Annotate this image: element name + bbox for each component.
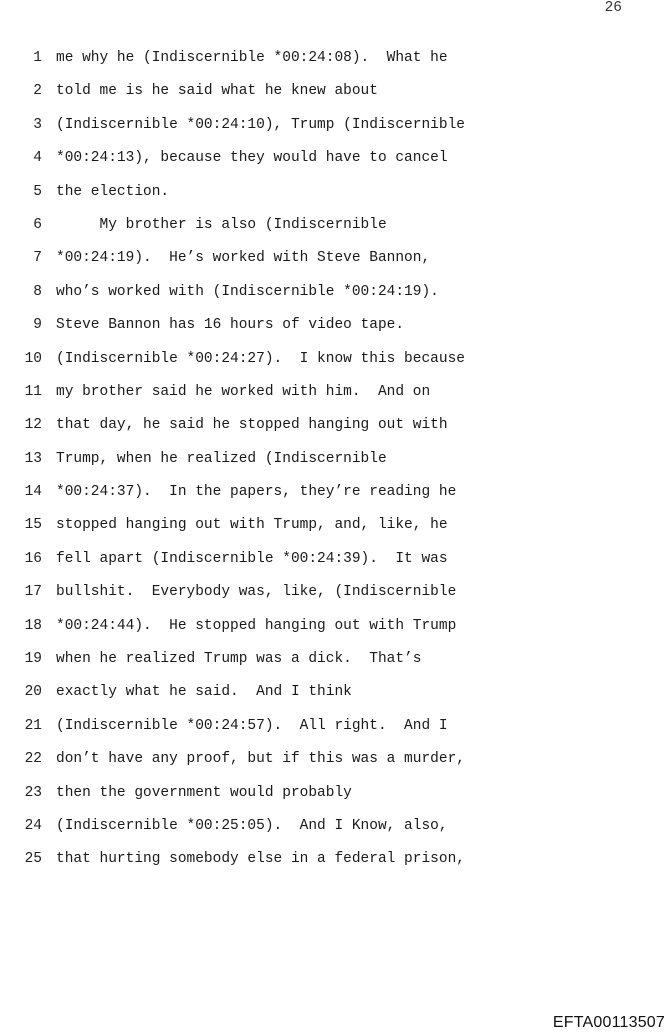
line-text: Trump, when he realized (Indiscernible [56, 450, 387, 467]
line-number: 12 [24, 417, 42, 434]
line-number: 22 [24, 751, 42, 768]
line-number: 6 [33, 216, 42, 233]
line-number: 13 [24, 450, 42, 467]
transcript-line [0, 850, 672, 883]
line-number: 21 [24, 717, 42, 734]
line-number: 24 [24, 817, 42, 834]
line-text: told me is he said what he knew about [56, 83, 378, 100]
line-number: 10 [24, 350, 42, 367]
line-text: exactly what he said. And I think [56, 684, 352, 701]
line-text: who’s worked with (Indiscernible *00:24:19). [56, 283, 439, 300]
line-text: that day, he said he stopped hanging out with [56, 417, 448, 434]
transcript-line [0, 817, 672, 850]
line-text: *00:24:13), because they would have to cancel [56, 150, 448, 167]
line-number: 8 [33, 283, 42, 300]
transcript-line [0, 750, 672, 783]
line-number: 25 [24, 851, 42, 868]
transcript-line [0, 784, 672, 817]
line-number: 3 [33, 116, 42, 133]
line-number: 15 [24, 517, 42, 534]
transcript-line [0, 350, 672, 383]
transcript-line [0, 316, 672, 349]
transcript-line [0, 683, 672, 716]
line-text: my brother said he worked with him. And on [56, 383, 431, 400]
transcript-line [0, 483, 672, 516]
transcript-line [0, 617, 672, 650]
line-number: 11 [24, 383, 42, 400]
page-number: 26 [604, 0, 622, 16]
line-number: 2 [33, 83, 42, 100]
transcript-line [0, 717, 672, 750]
line-text: (Indiscernible *00:24:10), Trump (Indiscernible [56, 116, 465, 133]
line-number: 14 [24, 484, 42, 501]
line-number: 17 [24, 584, 42, 601]
transcript-line [0, 149, 672, 182]
line-text: bullshit. Everybody was, like, (Indiscernible [56, 584, 457, 601]
line-number: 23 [24, 784, 42, 801]
line-text: don’t have any proof, but if this was a murder, [56, 751, 465, 768]
transcript-line [0, 216, 672, 249]
line-text: (Indiscernible *00:24:57). All right. And I [56, 717, 448, 734]
transcript-line [0, 516, 672, 549]
line-text: fell apart (Indiscernible *00:24:39). It was [56, 550, 448, 567]
line-text: Steve Bannon has 16 hours of video tape. [56, 317, 405, 334]
transcript-line [0, 416, 672, 449]
line-text: My brother is also (Indiscernible [56, 216, 387, 233]
transcript-line [0, 383, 672, 416]
line-text: stopped hanging out with Trump, and, like, he [56, 517, 448, 534]
transcript-lines [0, 49, 672, 884]
transcript-line [0, 116, 672, 149]
transcript-line [0, 82, 672, 115]
line-number: 18 [24, 617, 42, 634]
transcript-line [0, 650, 672, 683]
transcript-line [0, 583, 672, 616]
line-number: 7 [33, 250, 42, 267]
line-text: (Indiscernible *00:24:27). I know this because [56, 350, 465, 367]
line-number: 9 [33, 317, 42, 334]
line-text: that hurting somebody else in a federal prison, [56, 851, 465, 868]
transcript-line [0, 283, 672, 316]
transcript-line [0, 183, 672, 216]
line-text: *00:24:19). He’s worked with Steve Bannon, [56, 250, 431, 267]
line-number: 4 [33, 150, 42, 167]
line-text: when he realized Trump was a dick. That’s [56, 651, 422, 668]
line-text: *00:24:44). He stopped hanging out with Trump [56, 617, 457, 634]
transcript-line [0, 249, 672, 282]
line-text: me why he (Indiscernible *00:24:08). What he [56, 50, 448, 66]
line-number: 1 [33, 50, 42, 66]
line-number: 16 [24, 550, 42, 567]
line-number: 20 [24, 684, 42, 701]
transcript-line [0, 450, 672, 483]
line-text: *00:24:37). In the papers, they’re reading he [56, 484, 457, 501]
line-number: 19 [24, 651, 42, 668]
line-number: 5 [33, 183, 42, 200]
transcript-line [0, 49, 672, 82]
line-text: (Indiscernible *00:25:05). And I Know, also, [56, 817, 448, 834]
transcript-line [0, 550, 672, 583]
line-text: the election. [56, 183, 170, 200]
document-id: EFTA00113507 [552, 1014, 665, 1031]
line-text: then the government would probably [56, 784, 352, 801]
